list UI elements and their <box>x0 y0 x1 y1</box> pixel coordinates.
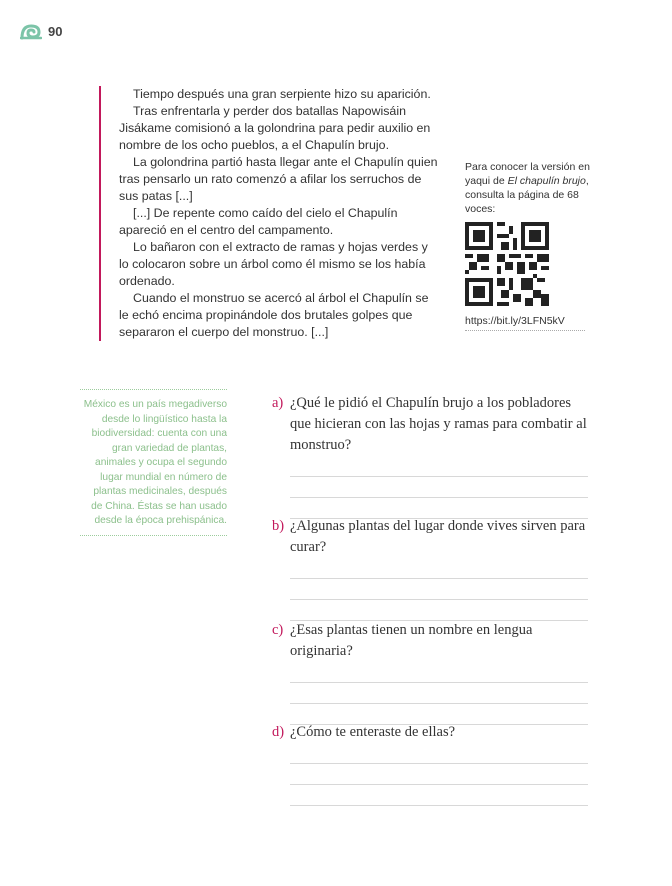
story-paragraph: Tiempo después una gran serpiente hizo su aparición. <box>133 87 431 101</box>
question-letter: d) <box>272 724 285 740</box>
answer-line[interactable] <box>290 600 588 621</box>
qr-caption: Para conocer la versión en yaqui de El chapulín brujo, consulta la página de 68 voces: <box>465 161 590 215</box>
question-text: ¿Esas plantas tienen un nombre en lengua originaria? <box>290 622 533 659</box>
answer-line[interactable] <box>290 683 588 704</box>
answer-line[interactable] <box>290 456 588 477</box>
question-text: ¿Qué le pidió el Chapulín brujo a los pobladores que hicieran con las hojas y ramas para combatir al monstruo? <box>290 395 587 453</box>
answer-line[interactable] <box>290 558 588 579</box>
story-excerpt <box>99 86 439 341</box>
qr-code-icon[interactable] <box>465 222 549 306</box>
answer-line[interactable] <box>290 662 588 683</box>
story-paragraph: Lo bañaron con el extracto de ramas y hojas verdes y lo colocaron sobre un árbol como él mismo se los había ordenado. <box>119 240 428 288</box>
question-a <box>272 393 588 519</box>
question-letter: a) <box>272 395 284 411</box>
answer-line[interactable] <box>290 477 588 498</box>
question-b <box>272 516 588 621</box>
answer-line[interactable] <box>290 579 588 600</box>
page-number: 90 <box>48 23 63 39</box>
question-c <box>272 620 588 725</box>
snail-logo-icon <box>20 22 42 40</box>
question-d <box>272 722 588 806</box>
story-title: El chapulín brujo <box>507 175 586 187</box>
qr-aside <box>465 160 595 331</box>
story-paragraph: [...] De repente como caído del cielo el Chapulín apareció en el centro del campamento. <box>119 206 398 237</box>
page-header <box>20 22 62 40</box>
answer-line[interactable] <box>290 743 588 764</box>
answer-line[interactable] <box>290 764 588 785</box>
question-text: ¿Cómo te enteraste de ellas? <box>290 724 456 740</box>
story-paragraph: Tras enfrentarla y perder dos batallas Napowisáin Jisákame comisionó a la golondrina para pedir auxilio en nombre de los ocho pueblos, a el Chapulín brujo. <box>119 104 431 152</box>
qr-link[interactable]: https://bit.ly/3LFN5kV <box>465 315 585 331</box>
answer-line[interactable] <box>290 785 588 806</box>
question-letter: c) <box>272 622 284 638</box>
story-paragraph: La golondrina partió hasta llegar ante el Chapulín quien tras pensarlo un rato comenzó a afilar los serruchos de sus patas [...] <box>119 155 438 203</box>
side-note: México es un país megadiverso desde lo lingüístico hasta la biodiversidad: cuenta con una gran variedad de plantas, animales y ocupa el segundo lugar mundial en número de plantas medicinales, después de China. Éstas se han usado desde la época prehispánica. <box>80 389 227 536</box>
question-text: ¿Algunas plantas del lugar donde vives sirven para curar? <box>290 518 586 555</box>
story-paragraph: Cuando el monstruo se acercó al árbol el Chapulín se le echó encima propinándole dos brutales golpes que separaron el cuerpo del monstruo. [...] <box>119 291 429 339</box>
question-letter: b) <box>272 518 285 534</box>
